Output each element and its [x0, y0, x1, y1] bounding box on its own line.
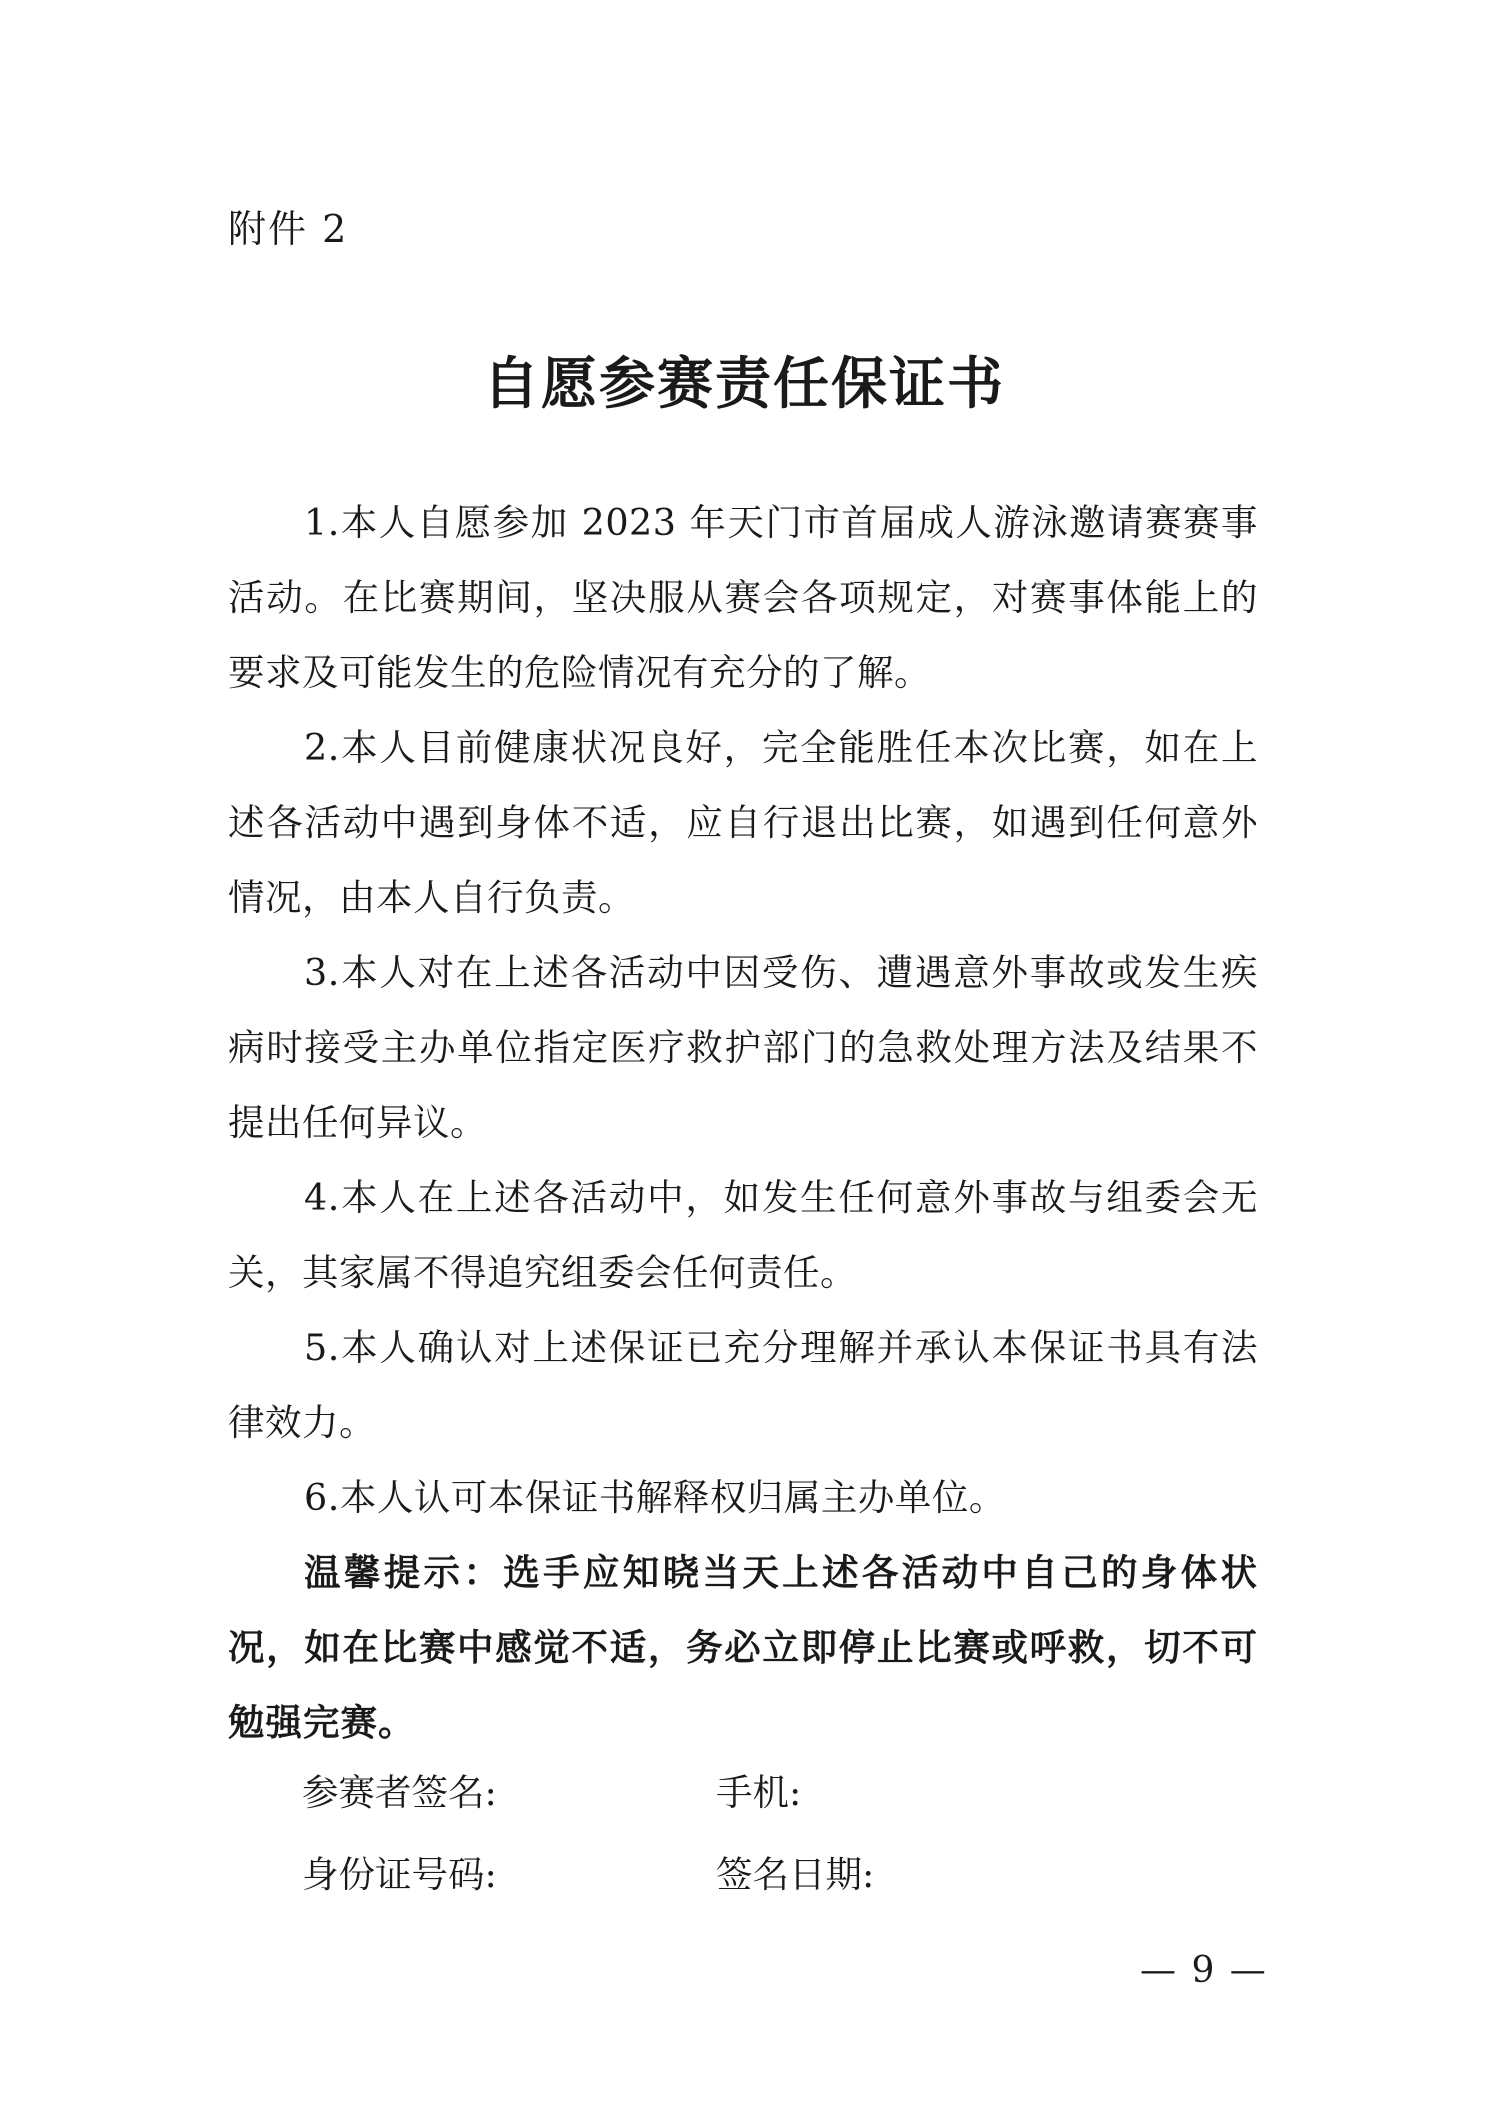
clause-1: 1.本人自愿参加 2023 年天门市首届成人游泳邀请赛赛事活动。在比赛期间，坚决服从赛会各项规定，对赛事体能上的要求及可能发生的危险情况有充分的了解。 — [228, 501, 1258, 694]
clause-5: 5.本人确认对上述保证已充分理解并承认本保证书具有法律效力。 — [228, 1326, 1258, 1444]
participant-signature-label: 参赛者签名: — [302, 1771, 497, 1814]
warm-notice: 温馨提示：选手应知晓当天上述各活动中自己的身体状况，如在比赛中感觉不适，务必立即停止比赛或呼救，切不可勉强完赛。 — [228, 1551, 1258, 1744]
clause-2: 2.本人目前健康状况良好，完全能胜任本次比赛，如在上述各活动中遇到身体不适，应自行退出比赛，如遇到任何意外情况，由本人自行负责。 — [228, 726, 1258, 919]
id-number-label: 身份证号码: — [302, 1853, 497, 1896]
attachment-label: 附件 2 — [228, 207, 349, 251]
clause-3: 3.本人对在上述各活动中因受伤、遭遇意外事故或发生疾病时接受主办单位指定医疗救护部门的急救处理方法及结果不提出任何异议。 — [228, 951, 1258, 1144]
document-title: 自愿参赛责任保证书 — [483, 351, 1005, 417]
document-body — [228, 485, 1258, 1760]
phone-label: 手机: — [716, 1771, 802, 1814]
signature-date-label: 签名日期: — [716, 1853, 875, 1896]
signature-row-2 — [302, 1834, 1202, 1916]
clause-6: 6.本人认可本保证书解释权归属主办单位。 — [304, 1476, 1006, 1519]
clause-4: 4.本人在上述各活动中，如发生任何意外事故与组委会无关，其家属不得追究组委会任何责任。 — [228, 1176, 1258, 1294]
signature-section — [302, 1752, 1202, 1916]
page-number: — 9 — — [1140, 1950, 1268, 1991]
signature-row-1 — [302, 1752, 1202, 1834]
